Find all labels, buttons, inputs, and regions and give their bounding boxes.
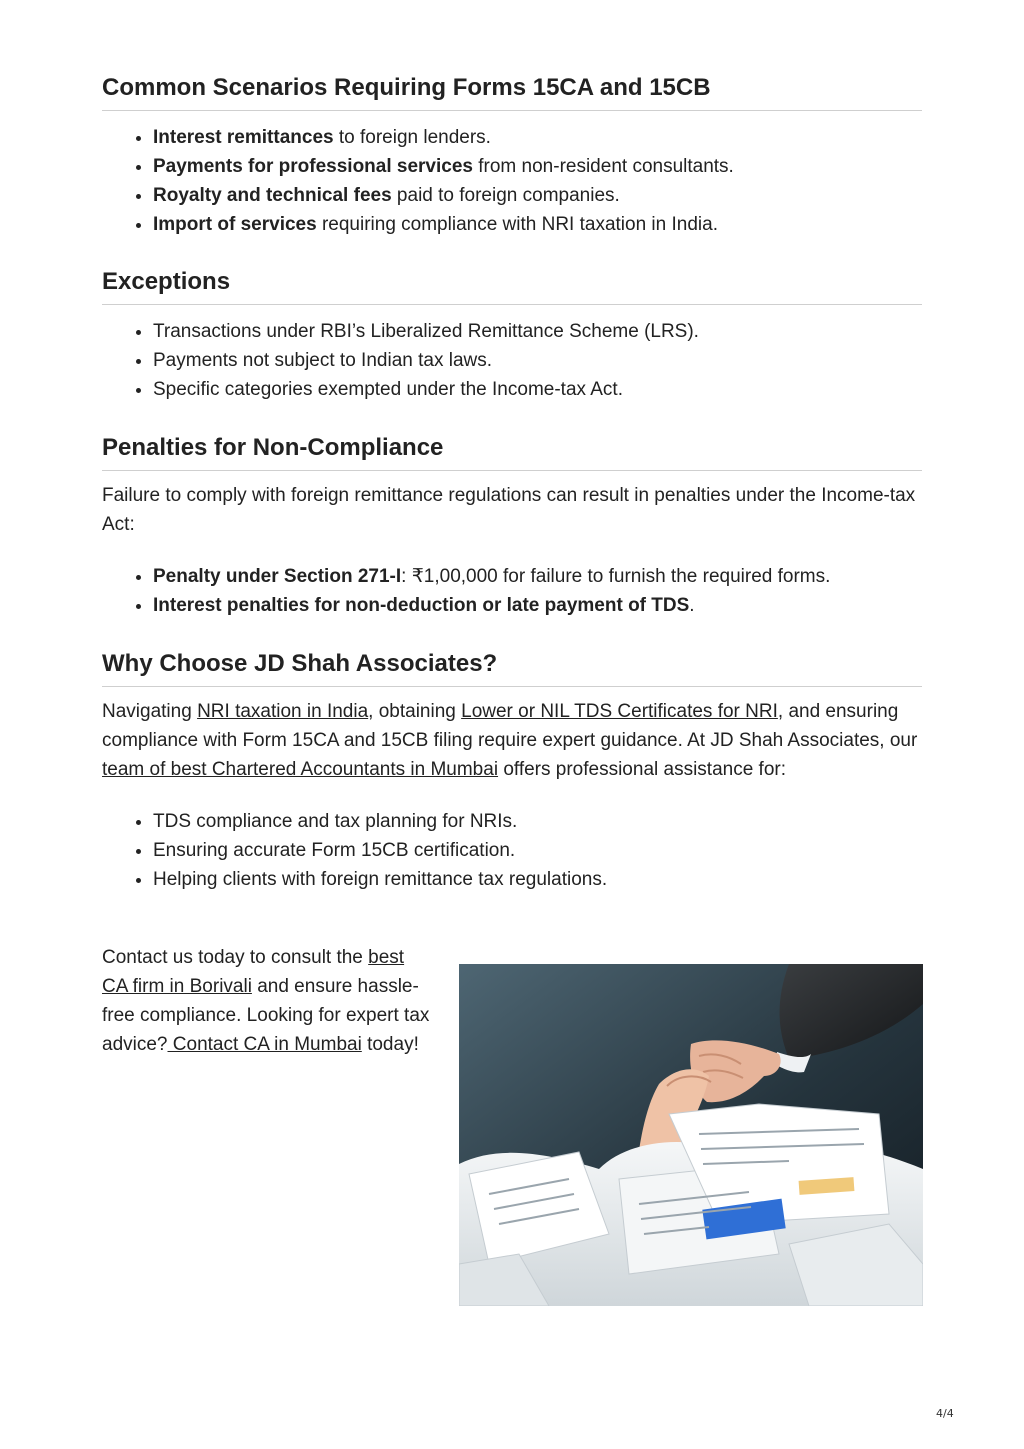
section-heading: Why Choose JD Shah Associates?: [102, 650, 922, 687]
penalties-intro: Failure to comply with foreign remittance regulations can result in penalties under the Income-tax Act:: [102, 485, 916, 535]
list-item: • Helping clients with foreign remittance tax regulations.: [153, 865, 922, 894]
services-list: [102, 807, 922, 894]
list-item: • Specific categories exempted under the Income-tax Act.: [153, 375, 922, 404]
contact-paragraph: Contact us today to consult the best CA firm in Borivali and ensure hassle-free compliance. Looking for expert tax advice? Contact CA in Mumbai today!: [102, 947, 430, 1055]
list-item: • Payments not subject to Indian tax laws.: [153, 346, 922, 375]
exceptions-list: [102, 317, 922, 404]
list-item: • Interest remittances to foreign lenders.: [153, 123, 922, 152]
list-item: • Interest penalties for non-deduction or late payment of TDS.: [153, 591, 922, 620]
list-item: • TDS compliance and tax planning for NRIs.: [153, 807, 922, 836]
section-heading: Penalties for Non-Compliance: [102, 434, 922, 471]
list-item: • Penalty under Section 271-I: ₹1,00,000 for failure to furnish the required forms.: [153, 562, 922, 591]
section-common-scenarios: [102, 74, 922, 239]
list-item: • Transactions under RBI’s Liberalized Remittance Scheme (LRS).: [153, 317, 922, 346]
section-why-choose: [102, 650, 922, 894]
section-exceptions: [102, 268, 922, 404]
scenarios-list: [102, 123, 922, 239]
section-penalties: [102, 434, 922, 620]
link-contact-ca-mumbai[interactable]: Contact CA in Mumbai: [167, 1034, 362, 1055]
why-paragraph: Navigating NRI taxation in India, obtaining Lower or NIL TDS Certificates for NRI, and ensuring compliance with Form 15CA and 15CB filing require expert guidance. At JD Shah Associates, our team of best Chartered Accountants in Mumbai offers professional assistance for:: [102, 701, 918, 780]
list-item: • Import of services requiring compliance with NRI taxation in India.: [153, 210, 922, 239]
link-best-ca-borivali[interactable]: best CA firm in Borivali: [102, 947, 405, 997]
section-heading: Exceptions: [102, 268, 922, 305]
list-item: • Payments for professional services from non-resident consultants.: [153, 152, 922, 181]
handshake-image: [459, 964, 923, 1306]
page-number: 4/4: [936, 1407, 954, 1420]
section-heading: Common Scenarios Requiring Forms 15CA and 15CB: [102, 74, 922, 111]
list-item: • Royalty and technical fees paid to foreign companies.: [153, 181, 922, 210]
link-nri-taxation[interactable]: NRI taxation in India: [197, 701, 369, 722]
link-team-chartered-accountants[interactable]: team of best Chartered Accountants in Mumbai: [102, 759, 499, 780]
penalties-list: [102, 562, 922, 620]
list-item: • Ensuring accurate Form 15CB certification.: [153, 836, 922, 865]
link-lower-nil-tds[interactable]: Lower or NIL TDS Certificates for NRI: [461, 701, 778, 722]
